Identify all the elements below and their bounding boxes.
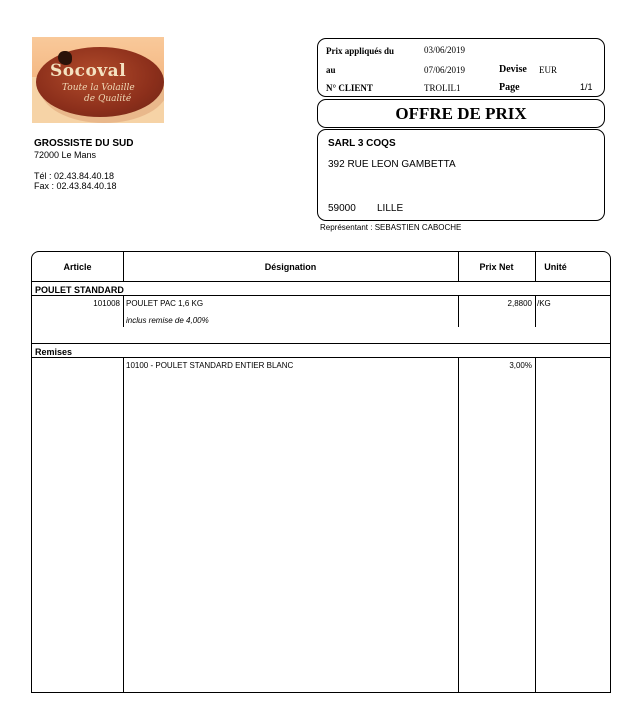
header-designation: Désignation: [264, 262, 317, 272]
logo-tagline-1: Toute la Volaille: [62, 83, 135, 93]
page-value: 1/1: [580, 82, 593, 92]
client-street: 392 RUE LEON GAMBETTA: [328, 159, 456, 170]
supplier-name: GROSSISTE DU SUD: [34, 138, 134, 149]
row-article: 101008: [93, 299, 120, 308]
currency-value: EUR: [539, 65, 557, 75]
header-net-price: Prix Net: [479, 262, 514, 272]
prices-from-value: 03/06/2019: [424, 45, 466, 55]
section-title: POULET STANDARD: [35, 285, 124, 295]
supplier-phone: Tél : 02.43.84.40.18: [34, 171, 115, 181]
client-postcode: 59000: [328, 203, 356, 214]
row-designation: POULET PAC 1,6 KG: [126, 299, 204, 308]
logo-tagline-2: de Qualité: [84, 94, 132, 104]
supplier-city: 72000 Le Mans: [34, 150, 97, 160]
page-label: Page: [499, 82, 520, 93]
price-table: [31, 251, 611, 693]
company-logo: [32, 37, 164, 123]
row-designation: 10100 - POULET STANDARD ENTIER BLANC: [126, 361, 294, 370]
client-number-label: N° CLIENT: [326, 83, 373, 93]
representative: Représentant : SEBASTIEN CABOCHE: [320, 223, 462, 232]
supplier-fax: Fax : 02.43.84.40.18: [34, 181, 117, 191]
row-price: 2,8800: [507, 299, 532, 308]
offer-info-box: [317, 38, 605, 97]
client-city: LILLE: [377, 203, 404, 214]
currency-label: Devise: [499, 64, 527, 75]
row-unit: /KG: [537, 299, 551, 308]
section-title: Remises: [35, 347, 73, 357]
prices-to-label: au: [326, 65, 336, 75]
client-number-value: TROLIL1: [424, 83, 461, 93]
header-unit: Unité: [544, 262, 567, 272]
row-price: 3,00%: [509, 361, 532, 370]
client-name: SARL 3 COQS: [328, 138, 396, 149]
prices-from-label: Prix appliqués du: [326, 46, 395, 56]
client-address-box: [317, 129, 605, 221]
document-title-box: [317, 99, 605, 128]
prices-to-value: 07/06/2019: [424, 65, 466, 75]
logo-name: Socoval: [50, 61, 127, 81]
header-article: Article: [63, 262, 92, 272]
row-note: inclus remise de 4,00%: [126, 316, 209, 325]
document-title: OFFRE DE PRIX: [395, 104, 527, 123]
